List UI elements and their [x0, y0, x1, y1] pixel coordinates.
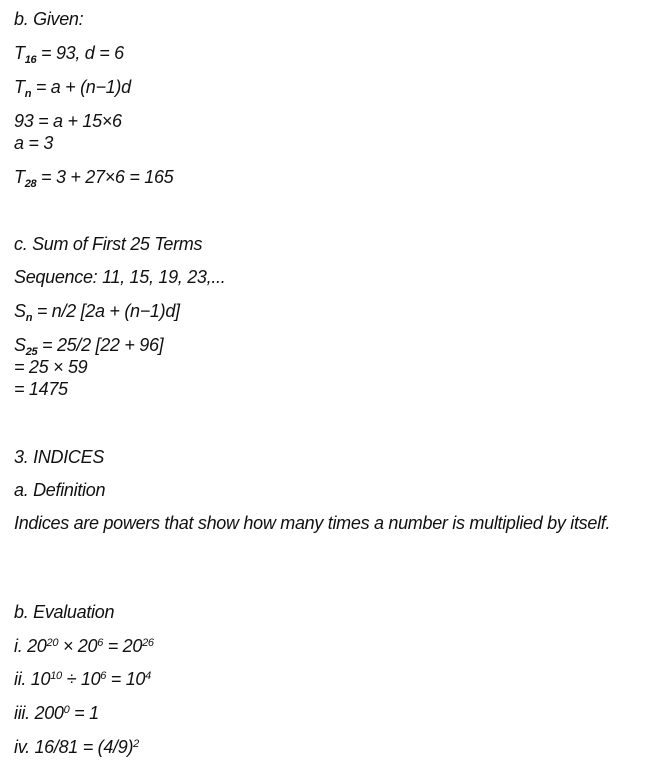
- evaluation-item-3: iii. $200^0 = 1$: [14, 703, 99, 723]
- indices-heading: 3. INDICES: [14, 447, 105, 467]
- sum-step-1: = 25 × 59: [14, 357, 88, 377]
- evaluation-heading: b. Evaluation: [14, 602, 115, 622]
- evaluation-item-4: iv. $16/81 = (4/9)^2$: [14, 737, 139, 757]
- tn-formula: $T_n = a + (n-1)d$: [14, 77, 131, 100]
- sum-heading: c. Sum of First 25 Terms: [14, 234, 203, 254]
- sn-formula: $S_n = n/2$ [2a + (n−1)d]: [14, 301, 180, 324]
- sum-step-2: = 1475: [14, 379, 68, 399]
- given-heading: b. Given:: [14, 9, 84, 29]
- t16-equation: $T_{16} = 93$, d = 6: [14, 43, 124, 66]
- definition-heading: a. Definition: [14, 480, 106, 500]
- equation-line-2: a = 3: [14, 133, 54, 153]
- t28-equation: $T_{28} = 3 + 27\times 6 = 165$: [14, 167, 174, 190]
- sequence-line: Sequence: 11, 15, 19, 23,...: [14, 267, 226, 287]
- evaluation-item-2: ii. $10^{10} \div 10^6 = 10^4$: [14, 669, 151, 689]
- equation-line-1: 93 = a + 15×6: [14, 111, 122, 131]
- evaluation-item-1: i. $20^{20} \times 20^6 = 20^{26}$: [14, 636, 154, 656]
- definition-text: Indices are powers that show how many times a number is multiplied by itself.: [14, 513, 611, 533]
- s25-equation: $S_{25} = 25/2$ [22 + 96]: [14, 335, 164, 358]
